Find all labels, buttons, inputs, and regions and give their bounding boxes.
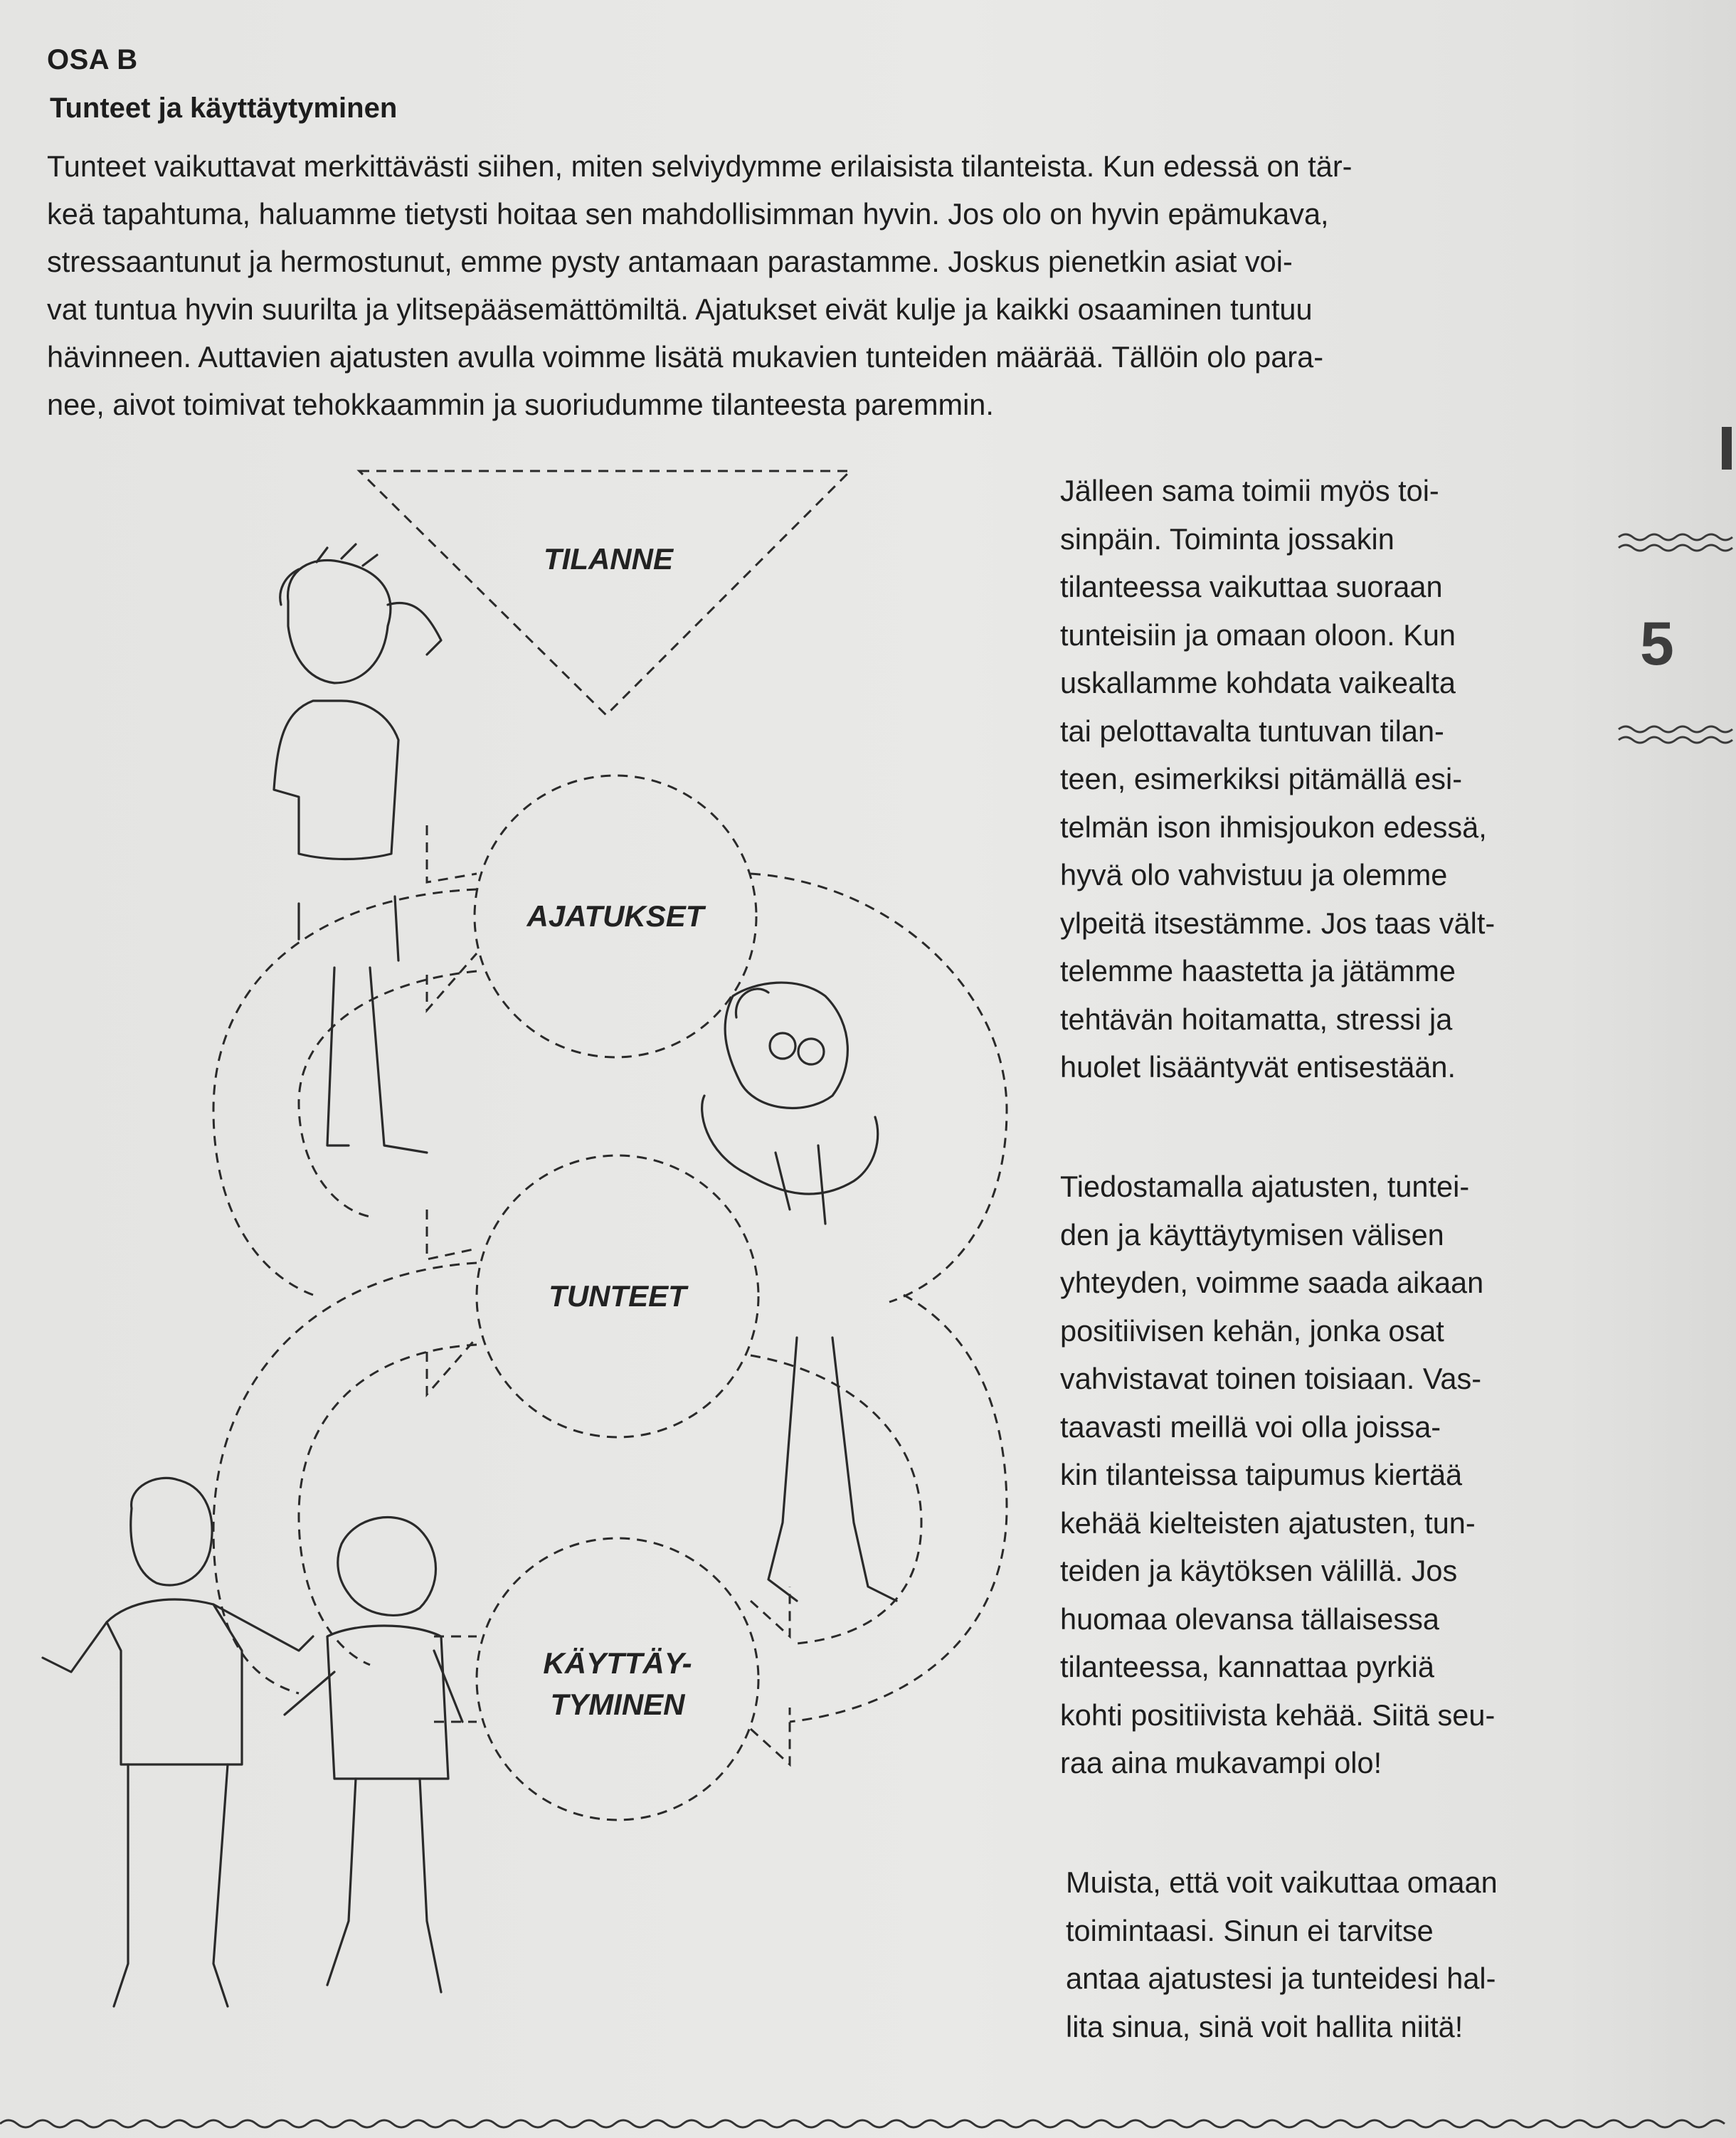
- text-line: tai pelottavalta tuntuvan tilan-: [1060, 714, 1444, 748]
- section-label: OSA B: [47, 44, 138, 75]
- side-tab-waves: [1619, 534, 1732, 743]
- paragraph-reverse-effect: [1060, 467, 1601, 1091]
- label-feelings: TUNTEET: [549, 1279, 687, 1313]
- text-line: Tiedostamalla ajatusten, tuntei-: [1060, 1170, 1470, 1203]
- intro-line: stressaantunut ja hermostunut, emme pysty antamaan parastamme. Joskus pienetkin asiat voi-: [47, 245, 1293, 278]
- text-line: huolet lisääntyvät entisestään.: [1060, 1050, 1456, 1084]
- lower-right-loop: [790, 1295, 1007, 1722]
- section-title: Tunteet ja käyttäytyminen: [50, 92, 398, 124]
- boy-thinking-illustration: [274, 544, 441, 1153]
- text-line: taavasti meillä voi olla joissa-: [1060, 1409, 1441, 1444]
- text-line: telemme haastetta ja jätämme: [1060, 954, 1456, 988]
- text-line: kohti positiivista kehää. Siitä seu-: [1060, 1698, 1496, 1732]
- text-line: uskallamme kohdata vaikealta: [1060, 666, 1456, 699]
- text-line: positiivisen kehän, jonka osat: [1060, 1313, 1444, 1348]
- girl-worried-illustration: [702, 983, 878, 1224]
- text-line: tilanteessa, kannattaa pyrkiä: [1060, 1650, 1434, 1683]
- text-line: telmän ison ihmisjoukon edessä,: [1060, 810, 1487, 844]
- label-situation: TILANNE: [544, 542, 673, 576]
- text-line: toimintaasi. Sinun ei tarvitse: [1066, 1913, 1434, 1947]
- text-line: ylpeitä itsestämme. Jos taas vält-: [1060, 906, 1496, 940]
- text-line: Muista, että voit vaikuttaa omaan: [1066, 1866, 1498, 1899]
- text-line: antaa ajatustesi ja tunteidesi hal-: [1066, 1962, 1496, 1995]
- text-line: teen, esimerkiksi pitämällä esi-: [1060, 762, 1463, 795]
- right-loop-arrow: [751, 874, 1007, 1302]
- edge-mark: [1722, 427, 1732, 470]
- arrowhead: [751, 1708, 790, 1764]
- intro-line: keä tapahtuma, haluamme tietysti hoitaa sen mahdollisimman hyvin. Jos olo on hyvin epämukava,: [47, 197, 1329, 231]
- arrowhead: [427, 1210, 477, 1259]
- text-line: kehää kielteisten ajatusten, tun-: [1060, 1505, 1476, 1540]
- text-line: tehtävän hoitamatta, stressi ja: [1060, 1002, 1453, 1036]
- text-line: tilanteessa vaikuttaa suoraan: [1060, 570, 1443, 603]
- text-line: yhteyden, voimme saada aikaan: [1060, 1266, 1484, 1299]
- text-line: vahvistavat toinen toisiaan. Vas-: [1060, 1362, 1482, 1395]
- paragraph-positive-cycle: [1060, 1163, 1601, 1787]
- intro-line: vat tuntua hyvin suurilta ja ylitsepääsemättömiltä. Ajatukset eivät kulje ja kaikki osaaminen tuntuu: [47, 292, 1313, 326]
- intro-line: Tunteet vaikuttavat merkittävästi siihen, miten selviydymme erilaisista tilanteista. Kun edessä on tär-: [47, 149, 1353, 183]
- paragraph-remember: [1066, 1858, 1607, 2050]
- girl-nervous-illustration: [285, 1518, 462, 1992]
- boy-shrugging-illustration: [43, 1478, 313, 2006]
- text-line: kin tilanteissa taipumus kiertää: [1060, 1458, 1463, 1491]
- left-inner-loop: [299, 971, 477, 1217]
- text-line: sinpäin. Toiminta jossakin: [1060, 522, 1394, 556]
- bottom-wave-border: [0, 2120, 1725, 2127]
- text-line: huomaa olevansa tällaisessa: [1060, 1602, 1439, 1636]
- text-line: Jälleen sama toimii myös toi-: [1060, 474, 1439, 507]
- text-line: tunteisiin ja omaan oloon. Kun: [1060, 618, 1456, 652]
- legs-illustration: [768, 1338, 896, 1601]
- text-line: den ja käyttäytymisen välisen: [1060, 1217, 1444, 1251]
- chapter-tab-number: 5: [1640, 610, 1674, 678]
- situation-triangle: [359, 471, 850, 715]
- text-line: teiden ja käytöksen välillä. Jos: [1060, 1554, 1458, 1587]
- intro-line: hävinneen. Auttavien ajatusten avulla voimme lisätä mukavien tunteiden määrää. Tällöin olo para-: [47, 340, 1324, 374]
- label-behavior-line1: KÄYTTÄY-: [543, 1646, 692, 1680]
- label-behavior-line2: TYMINEN: [550, 1688, 685, 1721]
- arrowhead: [427, 953, 477, 1010]
- text-line: hyvä olo vahvistuu ja olemme: [1060, 858, 1448, 891]
- intro-line: nee, aivot toimivat tehokkaammin ja suoriudumme tilanteesta paremmin.: [47, 388, 994, 421]
- lower-left-inner-loop: [299, 1345, 477, 1665]
- lower-left-loop: [213, 1263, 477, 1693]
- arrowhead: [751, 1587, 790, 1636]
- arrowhead: [427, 825, 477, 882]
- text-line: raa aina mukavampi olo!: [1060, 1746, 1382, 1779]
- label-thoughts: AJATUKSET: [526, 899, 704, 933]
- text-line: lita sinua, sinä voit hallita niitä!: [1066, 2009, 1464, 2043]
- left-loop-arrow: [213, 889, 477, 1295]
